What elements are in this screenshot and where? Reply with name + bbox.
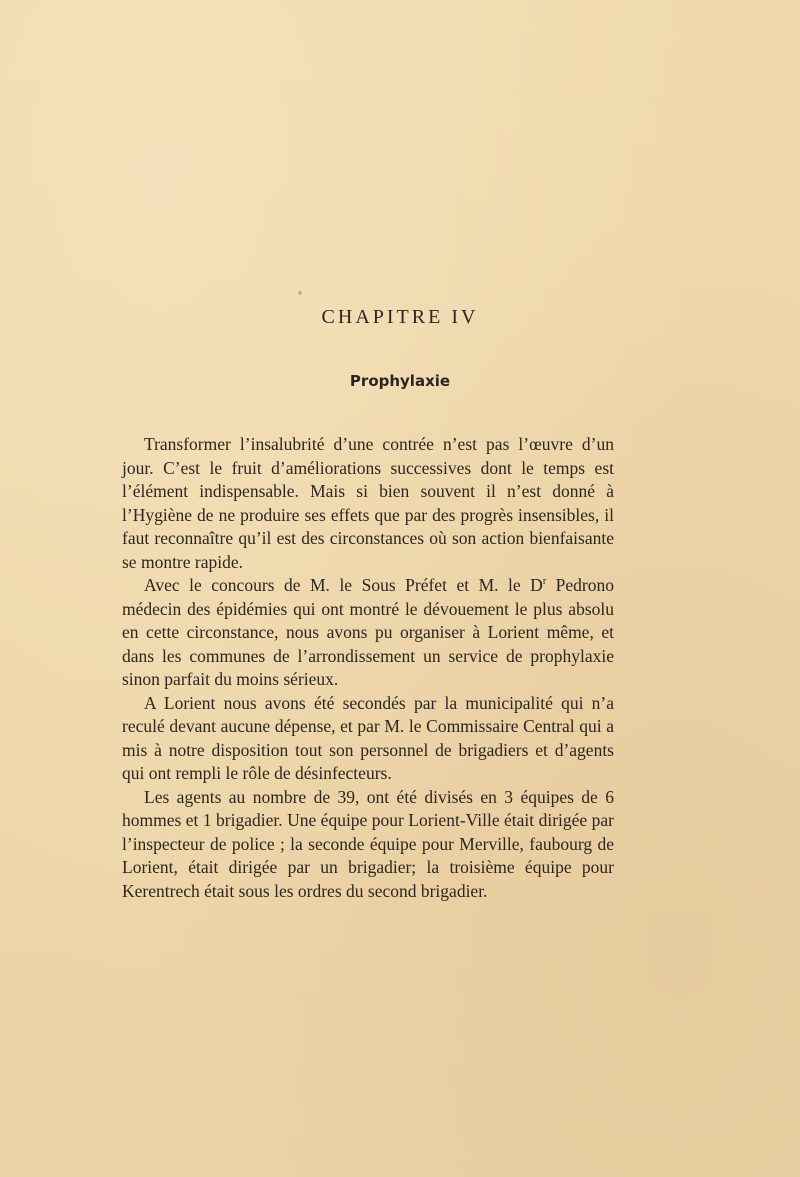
body-text	[122, 433, 614, 903]
paragraph-3: A Lorient nous avons été secondés par la municipalité qui n’a reculé devant aucune dépense, et par M. le Commissaire Central qui a mis à notre disposition tout son personnel de brigadiers et d’agents qui ont rempli le rôle de désinfecteurs.	[122, 692, 614, 783]
paragraph-2-end: Pedrono médecin des épidémies qui ont montré le dévouement le plus absolu en cette circonstance, nous avons pu organiser à Lorient même, et dans les communes de l’arrondissement un service de prophylaxie sinon parfait du moins sérieux.	[122, 575, 614, 689]
paragraph-2	[122, 574, 614, 692]
paragraph-1: Transformer l’insalubrité d’une contrée n’est pas l’œuvre d’un jour. C’est le fruit d’améliorations successives dont le temps est l’élément indispensable. Mais si bien souvent il n’est donné à l’Hygiène de ne produire ses effets que par des progrès insensibles, il faut reconnaître qu’il est des circonstances où son action bienfaisante se montre rapide.	[122, 434, 614, 572]
ink-speck	[298, 291, 302, 295]
paragraph-2-start: Avec le concours de M. le Sous Préfet et M. le D	[144, 575, 543, 595]
section-heading: Prophylaxie	[349, 372, 451, 390]
chapter-heading: CHAPITRE IV	[321, 306, 479, 328]
doctor-abbrev-sup: r	[542, 576, 547, 588]
paragraph-4: Les agents au nombre de 39, ont été divisés en 3 équipes de 6 hommes et 1 brigadier. Une équipe pour Lorient-Ville était dirigée par l’inspecteur de police ; la seconde équipe pour Merville, faubourg de Lorient, était dirigée par un brigadier; la troisième équipe pour Kerentrech était sous les ordres du second brigadier.	[122, 786, 614, 901]
